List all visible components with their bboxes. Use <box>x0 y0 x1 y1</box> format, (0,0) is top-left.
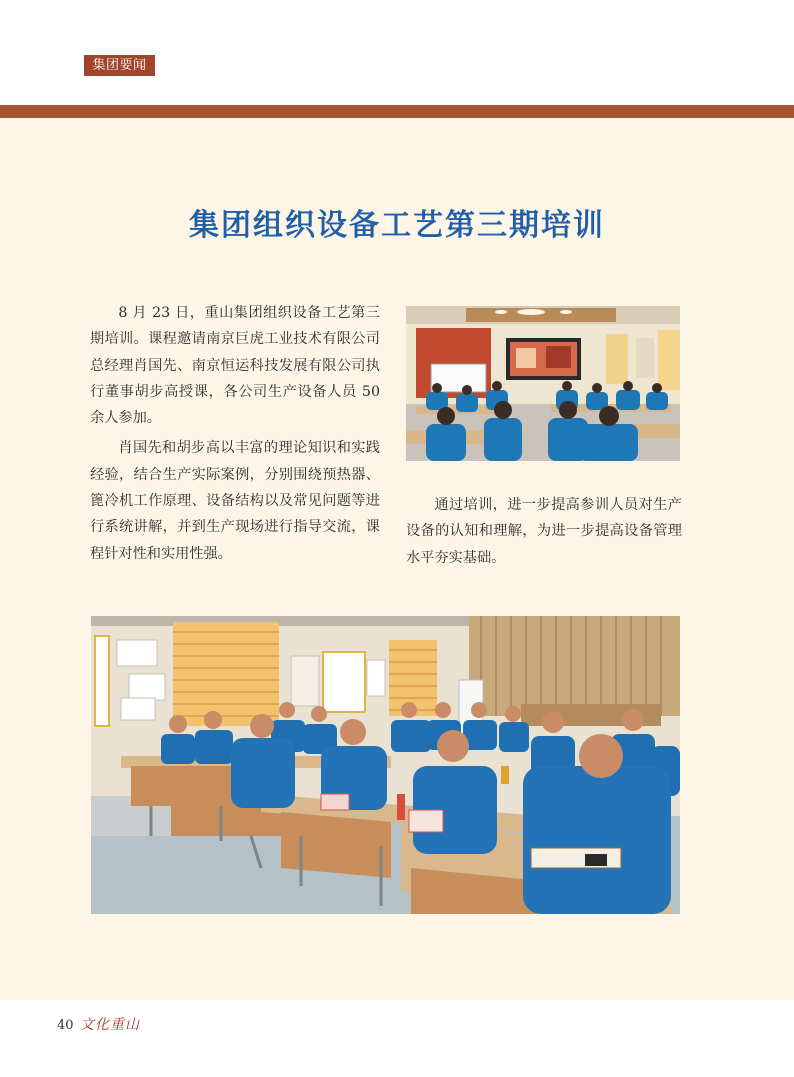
training-photo-classroom-back <box>406 306 680 461</box>
section-tag: 集团要闻 <box>84 55 155 76</box>
footer-area <box>0 1000 794 1077</box>
page-number: 40 <box>57 1018 74 1033</box>
article-title: 集团组织设备工艺第三期培训 <box>189 208 605 243</box>
article-body-left <box>90 300 380 571</box>
header-area <box>0 0 794 105</box>
article-body-right <box>406 492 682 571</box>
training-photo-classroom-front <box>91 616 680 914</box>
magazine-logo: 文化重山 <box>80 1017 140 1033</box>
header-rule <box>0 105 794 118</box>
paragraph-2: 肖国先和胡步高以丰富的理论知识和实践经验，结合生产实际案例，分别围绕预热器、篦冷机工作原理、设备结构以及常见问题等进行系统讲解，并到生产现场进行指导交流，课程针对性和实用性强。 <box>90 440 380 562</box>
paragraph-3: 通过培训，进一步提高参训人员对生产设备的认知和理解，为进一步提高设备管理水平夯实基础。 <box>406 497 682 566</box>
paragraph-1: 8 月 23 日，重山集团组织设备工艺第三期培训。课程邀请南京巨虎工业技术有限公司总经理肖国先、南京恒运科技发展有限公司执行董事胡步高授课，各公司生产设备人员 50 余人参加。 <box>90 305 380 427</box>
